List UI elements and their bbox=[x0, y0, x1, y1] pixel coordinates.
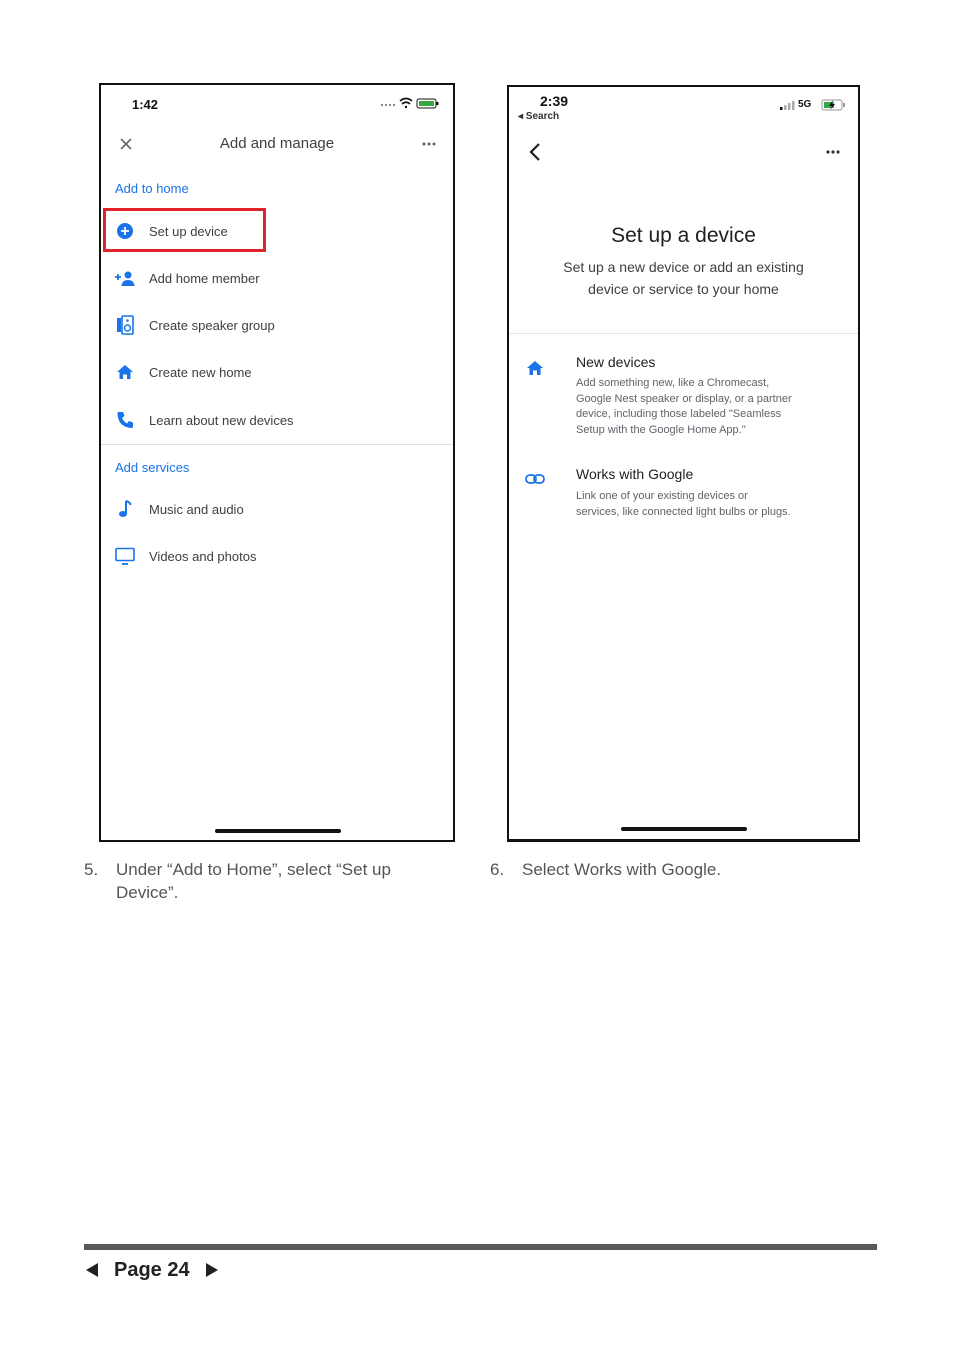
caption-step-6 bbox=[490, 858, 870, 881]
more-options-icon[interactable] bbox=[825, 149, 841, 155]
caption-text: Under “Add to Home”, select “Set up bbox=[116, 860, 391, 879]
more-options-icon[interactable] bbox=[421, 141, 437, 147]
menu-item-label: Learn about new devices bbox=[149, 412, 294, 428]
option-works-with-google[interactable] bbox=[509, 461, 858, 525]
subtitle-line: device or service to your home bbox=[588, 281, 779, 297]
signal-bars-icon bbox=[779, 99, 799, 111]
menu-item-add-home-member[interactable] bbox=[113, 263, 260, 293]
status-time: 1:42 bbox=[132, 97, 159, 112]
section-add-to-home: Add to home bbox=[115, 181, 189, 196]
add-person-icon bbox=[113, 266, 137, 290]
menu-item-label: Set up device bbox=[149, 223, 228, 239]
back-to-search-link[interactable]: ◂ Search bbox=[518, 111, 560, 122]
highlight-box bbox=[103, 208, 266, 252]
music-note-icon bbox=[113, 497, 137, 521]
speaker-icon bbox=[113, 313, 137, 337]
phone-icon bbox=[113, 408, 137, 432]
divider bbox=[509, 333, 858, 334]
page-navigation bbox=[84, 1256, 220, 1284]
footer-rule bbox=[84, 1244, 877, 1250]
home-icon bbox=[113, 360, 137, 384]
menu-item-music-and-audio[interactable] bbox=[113, 494, 244, 524]
home-icon bbox=[526, 360, 544, 376]
menu-item-label: Create new home bbox=[149, 364, 252, 380]
page-title: Set up a device bbox=[611, 224, 756, 247]
page-title: Add and manage bbox=[219, 135, 335, 152]
menu-item-label: Music and audio bbox=[149, 501, 244, 517]
option-description: Add something new, like a Chromecast, Google Nest speaker or display, or a partner device, including those labeled "Seamless Setup with the Google Home App." bbox=[576, 377, 792, 436]
menu-item-videos-and-photos[interactable] bbox=[113, 541, 256, 571]
menu-item-label: Videos and photos bbox=[149, 548, 257, 564]
home-indicator bbox=[215, 829, 341, 833]
option-description: Link one of your existing devices or services, like connected light bulbs or plugs. bbox=[576, 490, 791, 518]
section-add-services: Add services bbox=[115, 460, 190, 475]
wifi-icon bbox=[400, 99, 412, 109]
menu-item-create-new-home[interactable] bbox=[113, 357, 252, 387]
page-number: Page 24 bbox=[114, 1258, 190, 1281]
menu-item-label: Create speaker group bbox=[149, 317, 275, 333]
monitor-icon bbox=[113, 544, 137, 568]
step-number: 5. bbox=[84, 860, 99, 879]
battery-icon bbox=[417, 99, 439, 108]
network-label: 5G bbox=[798, 99, 812, 110]
step-number: 6. bbox=[490, 860, 505, 879]
divider bbox=[101, 444, 453, 445]
option-title: Works with Google bbox=[576, 466, 694, 482]
screenshot-add-and-manage bbox=[99, 83, 455, 842]
next-page-icon[interactable] bbox=[204, 1262, 220, 1278]
subtitle-line: Set up a new device or add an existing bbox=[563, 259, 804, 275]
previous-page-icon[interactable] bbox=[84, 1262, 100, 1278]
menu-item-label: Add home member bbox=[149, 270, 260, 286]
menu-item-learn-about-new-devices[interactable] bbox=[113, 405, 294, 435]
option-new-devices[interactable] bbox=[509, 349, 858, 441]
page-subtitle bbox=[509, 256, 858, 300]
battery-charging-icon bbox=[821, 99, 847, 111]
back-arrow-icon[interactable] bbox=[529, 142, 541, 162]
caption-step-5 bbox=[84, 858, 454, 904]
caption-text: Device”. bbox=[116, 883, 179, 902]
screenshot-set-up-a-device bbox=[507, 85, 860, 842]
signal-dots-icon bbox=[381, 104, 395, 106]
status-time: 2:39 bbox=[540, 93, 569, 109]
home-indicator bbox=[621, 827, 747, 831]
menu-item-create-speaker-group[interactable] bbox=[113, 310, 275, 340]
status-icons bbox=[379, 97, 439, 109]
caption-text: Select Works with Google. bbox=[522, 860, 722, 879]
link-icon bbox=[525, 473, 545, 485]
option-title: New devices bbox=[576, 354, 656, 370]
